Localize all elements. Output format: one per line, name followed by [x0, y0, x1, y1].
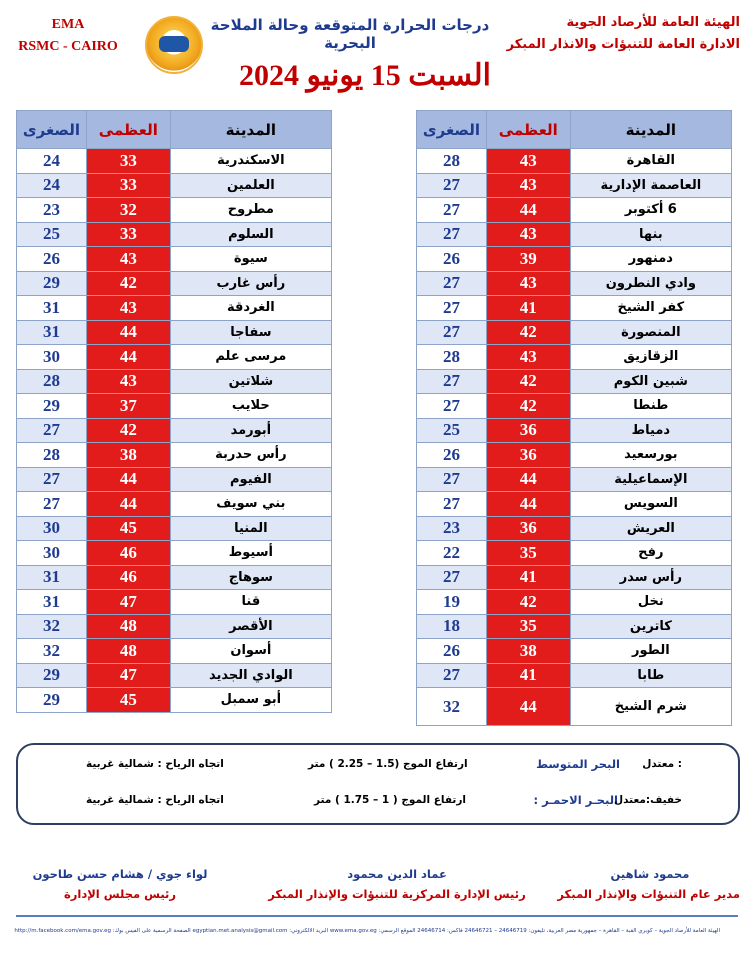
city-name-cell: قنا: [170, 590, 331, 615]
footer-divider: [16, 915, 738, 917]
max-temp-cell: 43: [486, 173, 570, 198]
max-temp-cell: 41: [486, 565, 570, 590]
min-temp-cell: 27: [417, 320, 487, 345]
med-sea-wind: اتجاه الرياح : شمالية غربية: [86, 758, 224, 770]
max-temp-cell: 43: [486, 222, 570, 247]
min-temp-cell: 27: [417, 173, 487, 198]
min-temp-cell: 23: [417, 516, 487, 541]
table-row: [17, 198, 332, 223]
signature-role: رئيس مجلس الإدارة: [63, 887, 176, 901]
max-temp-cell: 45: [86, 516, 170, 541]
table-row: [17, 492, 332, 517]
min-temp-cell: 29: [17, 663, 87, 688]
min-temp-cell: 23: [17, 198, 87, 223]
table-row: [17, 418, 332, 443]
max-temp-cell: 42: [86, 271, 170, 296]
city-name-cell: سوهاج: [170, 565, 331, 590]
min-temp-cell: 29: [17, 688, 87, 713]
city-name-cell: بنها: [570, 222, 731, 247]
max-temp-cell: 42: [86, 418, 170, 443]
table-row: [17, 639, 332, 664]
footer-contact-info: الهيئة العامة للأرصاد الجوية – كوبري القبة – القاهرة – جمهورية مصر العربية، تليفون: 24646719 – 24646721 فاكس: 24646714 الموقع الرسمي: www.ema.gov.eg البريد الالكتروني: egyptian.met.analysis@gmail.com الصفحة الرسمية على الفيس بوك: http://m.facebook.com/ema.gov.eg: [14, 928, 720, 934]
min-temp-cell: 31: [17, 320, 87, 345]
med-sea-state: : معتدل: [642, 758, 682, 770]
med-sea-label: البحر المتوسط: [536, 757, 620, 771]
city-name-cell: أبو سمبل: [170, 688, 331, 713]
max-temp-cell: 35: [486, 541, 570, 566]
max-temp-cell: 33: [86, 173, 170, 198]
max-temp-cell: 44: [86, 467, 170, 492]
city-column-header: المدينة: [170, 111, 331, 149]
min-temp-cell: 32: [17, 639, 87, 664]
city-name-cell: دمياط: [570, 418, 731, 443]
table-header-row: [17, 111, 332, 149]
max-temp-cell: 44: [486, 198, 570, 223]
table-row: [417, 639, 732, 664]
max-temp-cell: 44: [486, 688, 570, 726]
city-name-cell: الغردقة: [170, 296, 331, 321]
min-temp-cell: 24: [17, 173, 87, 198]
table-row: [417, 492, 732, 517]
table-row: [17, 369, 332, 394]
min-temp-cell: 31: [17, 565, 87, 590]
city-name-cell: 6 أكتوبر: [570, 198, 731, 223]
table-row: [417, 149, 732, 174]
city-name-cell: رأس سدر: [570, 565, 731, 590]
table-row: [17, 149, 332, 174]
table-row: [417, 614, 732, 639]
min-temp-cell: 22: [417, 541, 487, 566]
red-sea-wind: اتجاه الرياح : شمالية غربية: [86, 794, 224, 806]
page-title: درجات الحرارة المتوقعة وحالة الملاحة البحرية: [210, 16, 490, 52]
table-row: [417, 247, 732, 272]
table-row: [417, 320, 732, 345]
max-temp-cell: 48: [86, 614, 170, 639]
min-temp-cell: 31: [17, 590, 87, 615]
organization-header: [496, 12, 740, 56]
table-row: [17, 541, 332, 566]
max-temp-cell: 33: [86, 222, 170, 247]
red-sea-label: البحـر الاحمـر :: [533, 793, 618, 807]
max-temp-cell: 43: [486, 345, 570, 370]
table-row: [17, 345, 332, 370]
city-name-cell: مرسى علم: [170, 345, 331, 370]
max-temp-cell: 44: [486, 492, 570, 517]
city-name-cell: المنصورة: [570, 320, 731, 345]
signature-name: عماد الدين محمود: [347, 867, 447, 881]
sea-navigation-box: [16, 743, 740, 825]
table-row: [17, 296, 332, 321]
signature-role: رئيس الإدارة المركزية للتنبؤات والإنذار المبكر: [268, 887, 526, 901]
city-name-cell: العلمين: [170, 173, 331, 198]
table-row: [417, 565, 732, 590]
min-temp-cell: 27: [17, 418, 87, 443]
max-temp-cell: 43: [486, 149, 570, 174]
signature-name: لواء جوي / هشام حسن طاحون: [32, 867, 208, 881]
city-name-cell: المنيا: [170, 516, 331, 541]
table-row: [417, 345, 732, 370]
table-row: [417, 222, 732, 247]
min-temp-cell: 27: [417, 369, 487, 394]
max-temp-cell: 47: [86, 590, 170, 615]
city-name-cell: السويس: [570, 492, 731, 517]
min-temp-cell: 27: [417, 394, 487, 419]
min-temp-cell: 29: [17, 394, 87, 419]
city-name-cell: السلوم: [170, 222, 331, 247]
max-temp-cell: 36: [486, 418, 570, 443]
table-row: [417, 590, 732, 615]
min-column-header: الصغرى: [17, 111, 87, 149]
ema-label: [14, 14, 122, 58]
min-temp-cell: 27: [417, 198, 487, 223]
med-sea-wave: ارتفاع الموج (1.5 – 2.25 ) متر: [308, 758, 468, 770]
table-row: [17, 590, 332, 615]
city-name-cell: الطور: [570, 639, 731, 664]
city-name-cell: بورسعيد: [570, 443, 731, 468]
table-row: [17, 247, 332, 272]
org-line2: الادارة العامة للتنبؤات والانذار المبكر: [506, 37, 740, 52]
table-row: [417, 271, 732, 296]
min-temp-cell: 27: [417, 296, 487, 321]
city-column-header: المدينة: [570, 111, 731, 149]
max-temp-cell: 47: [86, 663, 170, 688]
max-temp-cell: 43: [86, 247, 170, 272]
max-temp-cell: 42: [486, 320, 570, 345]
right-temperature-table: [416, 110, 732, 726]
table-row: [417, 296, 732, 321]
table-row: [417, 663, 732, 688]
city-name-cell: الفيوم: [170, 467, 331, 492]
city-name-cell: أسيوط: [170, 541, 331, 566]
min-temp-cell: 25: [417, 418, 487, 443]
red-sea-wave: ارتفاع الموج ( 1 – 1.75 ) متر: [314, 794, 466, 806]
city-name-cell: دمنهور: [570, 247, 731, 272]
table-row: [417, 394, 732, 419]
city-name-cell: العاصمة الإدارية: [570, 173, 731, 198]
org-line1: الهيئة العامة للأرصاد الجوية: [566, 15, 740, 30]
city-name-cell: رأس حدربة: [170, 443, 331, 468]
min-temp-cell: 28: [17, 443, 87, 468]
table-row: [17, 516, 332, 541]
city-name-cell: أسوان: [170, 639, 331, 664]
table-row: [17, 467, 332, 492]
table-row: [417, 198, 732, 223]
city-name-cell: طابا: [570, 663, 731, 688]
max-temp-cell: 45: [86, 688, 170, 713]
max-column-header: العظمى: [86, 111, 170, 149]
city-name-cell: القاهرة: [570, 149, 731, 174]
table-row: [17, 222, 332, 247]
min-temp-cell: 27: [417, 492, 487, 517]
city-name-cell: العريش: [570, 516, 731, 541]
max-temp-cell: 38: [86, 443, 170, 468]
city-name-cell: سفاجا: [170, 320, 331, 345]
table-row: [417, 443, 732, 468]
table-row: [17, 663, 332, 688]
min-temp-cell: 28: [417, 149, 487, 174]
city-name-cell: الزقازيق: [570, 345, 731, 370]
min-temp-cell: 27: [417, 663, 487, 688]
min-temp-cell: 28: [17, 369, 87, 394]
max-temp-cell: 46: [86, 565, 170, 590]
min-temp-cell: 27: [417, 565, 487, 590]
min-temp-cell: 27: [417, 222, 487, 247]
max-temp-cell: 42: [486, 394, 570, 419]
city-name-cell: شبين الكوم: [570, 369, 731, 394]
city-name-cell: حلايب: [170, 394, 331, 419]
max-temp-cell: 46: [86, 541, 170, 566]
city-name-cell: شرم الشيخ: [570, 688, 731, 726]
min-temp-cell: 26: [17, 247, 87, 272]
min-temp-cell: 29: [17, 271, 87, 296]
table-row: [17, 565, 332, 590]
city-name-cell: سيوة: [170, 247, 331, 272]
left-temperature-table: [16, 110, 332, 713]
min-temp-cell: 25: [17, 222, 87, 247]
max-temp-cell: 43: [486, 271, 570, 296]
min-temp-cell: 18: [417, 614, 487, 639]
max-temp-cell: 48: [86, 639, 170, 664]
min-temp-cell: 26: [417, 247, 487, 272]
table-row: [417, 541, 732, 566]
city-name-cell: وادي النطرون: [570, 271, 731, 296]
signature-central-admin-head: [262, 864, 532, 904]
city-name-cell: بني سويف: [170, 492, 331, 517]
city-name-cell: أبورمد: [170, 418, 331, 443]
min-temp-cell: 30: [17, 516, 87, 541]
max-temp-cell: 42: [486, 369, 570, 394]
table-header-row: [417, 111, 732, 149]
max-temp-cell: 39: [486, 247, 570, 272]
min-temp-cell: 31: [17, 296, 87, 321]
max-temp-cell: 32: [86, 198, 170, 223]
min-temp-cell: 26: [417, 443, 487, 468]
max-temp-cell: 43: [86, 369, 170, 394]
max-temp-cell: 33: [86, 149, 170, 174]
max-temp-cell: 41: [486, 296, 570, 321]
table-row: [17, 443, 332, 468]
table-row: [17, 320, 332, 345]
max-temp-cell: 44: [86, 320, 170, 345]
max-temp-cell: 36: [486, 516, 570, 541]
city-name-cell: الاسكندرية: [170, 149, 331, 174]
ema-logo-icon: [145, 16, 203, 74]
min-temp-cell: 28: [417, 345, 487, 370]
min-column-header: الصغرى: [417, 111, 487, 149]
max-temp-cell: 44: [86, 492, 170, 517]
max-temp-cell: 44: [486, 467, 570, 492]
table-row: [17, 688, 332, 713]
table-row: [17, 614, 332, 639]
city-name-cell: نخل: [570, 590, 731, 615]
city-name-cell: الوادي الجديد: [170, 663, 331, 688]
city-name-cell: مطروح: [170, 198, 331, 223]
table-row: [417, 173, 732, 198]
max-temp-cell: 35: [486, 614, 570, 639]
table-row: [17, 271, 332, 296]
city-name-cell: طنطا: [570, 394, 731, 419]
min-temp-cell: 30: [17, 345, 87, 370]
table-row: [417, 516, 732, 541]
table-row: [17, 394, 332, 419]
table-row: [417, 467, 732, 492]
signature-role: مدير عام التنبؤات والإنذار المبكر: [557, 887, 740, 901]
table-row: [417, 688, 732, 726]
city-name-cell: كاترين: [570, 614, 731, 639]
red-sea-state: خفيف:معتدل: [613, 794, 682, 806]
table-row: [417, 369, 732, 394]
ema-line1: EMA: [51, 17, 85, 32]
table-row: [17, 173, 332, 198]
city-name-cell: رفح: [570, 541, 731, 566]
city-name-cell: الإسماعيلية: [570, 467, 731, 492]
min-temp-cell: 30: [17, 541, 87, 566]
min-temp-cell: 24: [17, 149, 87, 174]
signature-chairman: [30, 864, 210, 904]
max-temp-cell: 43: [86, 296, 170, 321]
max-temp-cell: 42: [486, 590, 570, 615]
table-row: [417, 418, 732, 443]
min-temp-cell: 32: [17, 614, 87, 639]
min-temp-cell: 27: [17, 492, 87, 517]
min-temp-cell: 27: [417, 467, 487, 492]
max-temp-cell: 37: [86, 394, 170, 419]
max-temp-cell: 41: [486, 663, 570, 688]
max-temp-cell: 38: [486, 639, 570, 664]
min-temp-cell: 32: [417, 688, 487, 726]
city-name-cell: الأقصر: [170, 614, 331, 639]
signature-forecast-director: [557, 864, 740, 904]
min-temp-cell: 19: [417, 590, 487, 615]
max-temp-cell: 36: [486, 443, 570, 468]
min-temp-cell: 26: [417, 639, 487, 664]
min-temp-cell: 27: [417, 271, 487, 296]
forecast-date: السبت 15 يونيو 2024: [239, 59, 491, 92]
max-temp-cell: 44: [86, 345, 170, 370]
min-temp-cell: 27: [17, 467, 87, 492]
max-column-header: العظمى: [486, 111, 570, 149]
city-name-cell: شلاتين: [170, 369, 331, 394]
ema-line2: RSMC - CAIRO: [18, 39, 118, 54]
signature-name: محمود شاهين: [610, 867, 690, 881]
city-name-cell: كفر الشيخ: [570, 296, 731, 321]
city-name-cell: رأس غارب: [170, 271, 331, 296]
